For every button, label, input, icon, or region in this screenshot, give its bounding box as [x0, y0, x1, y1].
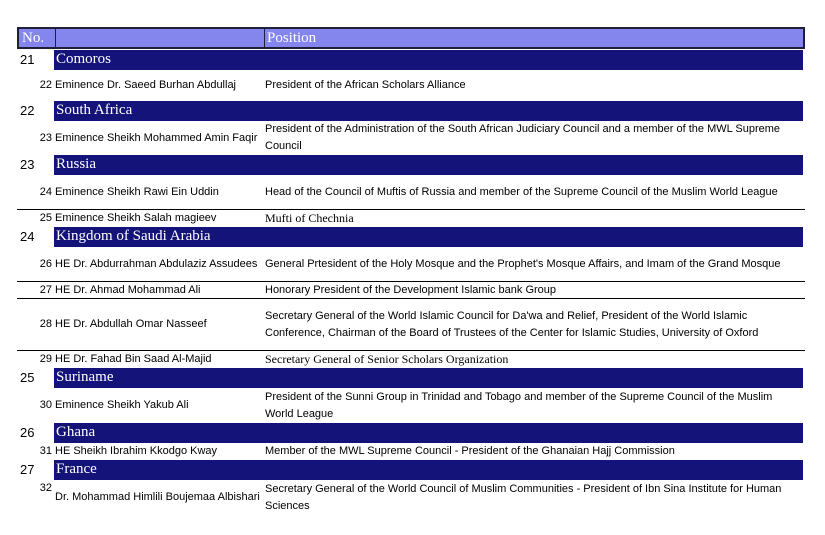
country-row: [17, 460, 805, 480]
header-position: Position: [267, 30, 317, 46]
country-row: [17, 368, 805, 388]
country-name: Ghana: [54, 423, 803, 443]
row-name: Dr. Mohammad Himlili Boujemaa Albishari: [55, 491, 260, 503]
row-position: Secretary General of the World Islamic Council for Da'wa and Relief, President of the World Islamic Conference, Chairman of the Board of Trustees of the Center for Islamic Studies, University of Oxford: [265, 309, 759, 339]
row-position: President of the African Scholars Alliance: [265, 79, 466, 91]
table-row: [17, 443, 805, 460]
country-number: 24: [20, 229, 35, 244]
row-position: Secretary General of the World Council of Muslim Communities - President of Ibn Sina Institute for Human Sciences: [265, 482, 782, 512]
row-position: President of the Sunni Group in Trinidad and Tobago and member of the Supreme Council of the Muslim World League: [265, 390, 773, 420]
country-number: 23: [20, 157, 35, 172]
row-number: 30: [39, 399, 52, 411]
row-number: 28: [39, 318, 52, 330]
row-name: HE Sheikh Ibrahim Kkodgo Kway: [55, 445, 218, 457]
row-name: HE Dr. Abdurrahman Abdulaziz Assudees: [55, 257, 258, 270]
table-row: [17, 210, 805, 227]
row-number: 24: [39, 185, 52, 198]
row-position: Mufti of Chechnia: [265, 211, 354, 225]
row-number: 32: [39, 482, 52, 494]
country-name: Russia: [54, 155, 803, 175]
row-position: Member of the MWL Supreme Council - President of the Ghanaian Hajj Commission: [265, 445, 675, 457]
row-position: Head of the Council of Muftis of Russia and member of the Supreme Council of the Muslim World League: [265, 185, 778, 198]
row-name: Eminence Sheikh Yakub Ali: [55, 399, 189, 411]
row-name: Eminence Sheikh Salah magieev: [55, 212, 217, 224]
country-name: Kingdom of Saudi Arabia: [54, 227, 803, 247]
table-header: [17, 27, 805, 49]
table-row: [17, 282, 805, 299]
country-row: [17, 101, 805, 121]
country-row: [17, 423, 805, 443]
table-row: [17, 388, 805, 423]
country-number: 27: [20, 462, 35, 477]
country-number: 26: [20, 425, 35, 440]
country-name: Comoros: [54, 50, 803, 70]
country-row: [17, 50, 805, 70]
table-row: [17, 299, 805, 351]
country-number: 22: [20, 103, 35, 118]
row-position: President of the Administration of the South African Judiciary Council and a member of the MWL Supreme Council: [265, 123, 781, 152]
country-row: [17, 227, 805, 247]
row-number: 25: [39, 212, 52, 224]
table-row: [17, 480, 805, 515]
row-number: 22: [39, 79, 52, 91]
header-name: [56, 29, 265, 47]
row-name: HE Dr. Fahad Bin Saad Al-Majid: [55, 353, 212, 365]
row-name: HE Dr. Abdullah Omar Nasseef: [55, 318, 207, 330]
row-number: 27: [39, 283, 52, 296]
country-name: France: [54, 460, 803, 480]
row-number: 26: [39, 257, 52, 270]
table-row: [17, 175, 805, 210]
row-position: Secretary General of Senior Scholars Organization: [265, 352, 509, 366]
row-name: HE Dr. Ahmad Mohammad Ali: [55, 283, 201, 296]
table-row: [17, 351, 805, 368]
table-row: [17, 247, 805, 282]
country-row: [17, 155, 805, 175]
row-number: 29: [39, 353, 52, 365]
table-row: [17, 70, 805, 101]
header-no: No.: [19, 29, 56, 47]
row-position: General Prtesident of the Holy Mosque and the Prophet's Mosque Affairs, and Imam of the Grand Mosque: [265, 257, 781, 270]
row-number: 31: [39, 445, 52, 457]
row-number: 23: [39, 131, 52, 144]
row-name: Eminence Sheikh Mohammed Amin Faqir: [55, 131, 258, 144]
row-name: Eminence Sheikh Rawi Ein Uddin: [55, 185, 219, 198]
country-number: 25: [20, 370, 35, 385]
table-row: [17, 121, 805, 155]
country-number: 21: [20, 52, 35, 67]
row-name: Eminence Dr. Saeed Burhan Abdullaj: [55, 79, 237, 91]
country-name: South Africa: [54, 101, 803, 121]
row-position: Honorary President of the Development Islamic bank Group: [265, 283, 557, 296]
country-name: Suriname: [54, 368, 803, 388]
spreadsheet-table: [17, 27, 805, 515]
